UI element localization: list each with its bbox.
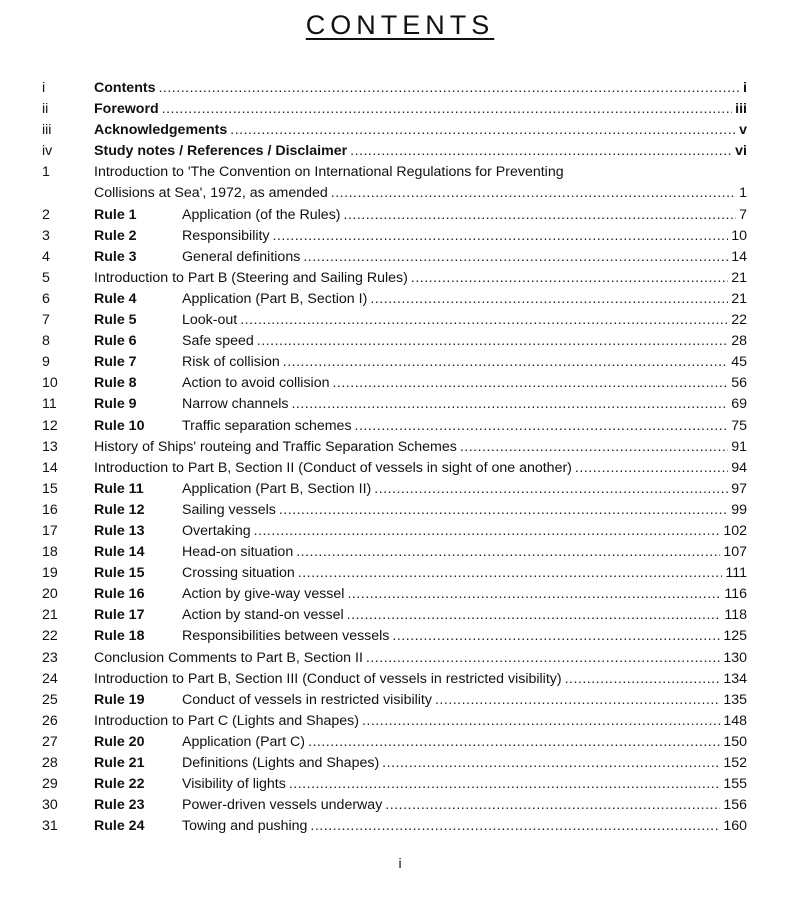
page-number: i bbox=[398, 855, 402, 871]
dot-leader bbox=[344, 205, 737, 226]
entry-title: Application (Part B, Section I) bbox=[182, 290, 368, 307]
entry-number: 17 bbox=[42, 522, 58, 539]
entry-page-number: 10 bbox=[731, 227, 747, 244]
rule-label: Rule 15 bbox=[94, 565, 145, 582]
toc-entry[interactable] bbox=[42, 437, 747, 458]
entry-number: 30 bbox=[42, 797, 58, 814]
entry-page-number: 7 bbox=[739, 206, 747, 223]
dot-leader bbox=[279, 500, 728, 521]
entry-title: General definitions bbox=[182, 248, 301, 265]
rule-label: Rule 24 bbox=[94, 818, 145, 835]
toc-entry[interactable] bbox=[42, 310, 747, 331]
entry-page-number: 97 bbox=[731, 480, 747, 497]
entry-number: 6 bbox=[42, 290, 50, 307]
rule-label: Rule 13 bbox=[94, 522, 145, 539]
entry-page-number: 130 bbox=[723, 649, 747, 666]
rule-label: Rule 8 bbox=[94, 375, 137, 392]
entry-page-number: i bbox=[743, 80, 747, 96]
toc-entry[interactable] bbox=[42, 289, 747, 310]
entry-title: Responsibilities between vessels bbox=[182, 628, 390, 645]
toc-entry[interactable] bbox=[42, 753, 747, 774]
entry-title: Definitions (Lights and Shapes) bbox=[182, 755, 380, 771]
entry-title: Overtaking bbox=[182, 522, 251, 539]
rule-label: Rule 2 bbox=[94, 227, 137, 244]
toc-entry[interactable] bbox=[42, 500, 747, 521]
entry-title: Foreword bbox=[94, 101, 159, 118]
rule-label: Rule 9 bbox=[94, 396, 137, 413]
dot-leader bbox=[575, 458, 728, 479]
rule-label: Rule 11 bbox=[94, 480, 144, 497]
dot-leader bbox=[565, 669, 721, 690]
rule-label: Rule 21 bbox=[94, 755, 145, 771]
dot-leader bbox=[303, 247, 728, 268]
entry-page-number: 28 bbox=[731, 333, 747, 350]
entry-page-number: 94 bbox=[731, 459, 747, 476]
rule-label: Rule 18 bbox=[94, 628, 145, 645]
entry-number: 24 bbox=[42, 670, 58, 687]
dot-leader bbox=[158, 78, 740, 99]
rule-label: Rule 5 bbox=[94, 312, 137, 329]
rule-label: Rule 4 bbox=[94, 290, 137, 307]
entry-number: 3 bbox=[42, 227, 50, 244]
dot-leader bbox=[308, 732, 720, 753]
entry-page-number: vi bbox=[735, 143, 747, 160]
entry-number: 20 bbox=[42, 586, 58, 603]
dot-leader bbox=[283, 352, 728, 373]
rule-label: Rule 7 bbox=[94, 354, 137, 371]
entry-number: 2 bbox=[42, 206, 50, 223]
entry-title: Safe speed bbox=[182, 333, 254, 350]
dot-leader bbox=[273, 226, 729, 247]
rule-label: Rule 22 bbox=[94, 776, 145, 793]
rule-label: Rule 10 bbox=[94, 417, 145, 434]
entry-page-number: 148 bbox=[723, 712, 747, 729]
entry-title: Application (of the Rules) bbox=[182, 206, 341, 223]
dot-leader bbox=[296, 542, 720, 563]
entry-page-number: 116 bbox=[724, 586, 747, 603]
rule-label: Rule 6 bbox=[94, 333, 137, 350]
entry-page-number: 160 bbox=[723, 818, 747, 835]
toc-entry[interactable] bbox=[42, 795, 747, 816]
page-title: CONTENTS bbox=[305, 10, 495, 40]
dot-leader bbox=[332, 373, 728, 394]
dot-leader bbox=[162, 99, 733, 120]
dot-leader bbox=[331, 183, 736, 204]
entry-title: Introduction to Part B, Section III (Conduct of vessels in restricted visibility) bbox=[94, 670, 562, 687]
entry-number: 16 bbox=[42, 501, 58, 518]
entry-page-number: 155 bbox=[723, 776, 747, 793]
entry-title: Study notes / References / Disclaimer bbox=[94, 143, 348, 160]
entry-title: Introduction to Part C (Lights and Shapes) bbox=[94, 712, 359, 729]
entry-number: 27 bbox=[42, 733, 58, 750]
entry-title: Conclusion Comments to Part B, Section II bbox=[94, 649, 363, 666]
entry-title: Application (Part C) bbox=[182, 733, 306, 750]
toc-entry[interactable] bbox=[42, 162, 747, 183]
toc-entry[interactable] bbox=[42, 394, 747, 415]
toc-entry[interactable] bbox=[42, 479, 747, 500]
toc-entry[interactable] bbox=[42, 669, 747, 690]
toc-entry[interactable] bbox=[42, 247, 747, 268]
entry-title: Power-driven vessels underway bbox=[182, 797, 383, 814]
entry-number: 18 bbox=[42, 544, 58, 561]
rule-label: Rule 23 bbox=[94, 797, 145, 814]
rule-label: Rule 19 bbox=[94, 691, 145, 708]
entry-page-number: 21 bbox=[731, 269, 747, 286]
entry-number: 14 bbox=[42, 459, 58, 476]
entry-number: ii bbox=[42, 101, 49, 118]
entry-title: Responsibility bbox=[182, 227, 270, 244]
toc-entry[interactable] bbox=[42, 648, 747, 669]
dot-leader bbox=[289, 774, 721, 795]
entry-title: Action by give-way vessel bbox=[182, 586, 345, 603]
toc-entry[interactable] bbox=[42, 205, 747, 226]
toc-entry[interactable] bbox=[42, 711, 747, 732]
dot-leader bbox=[435, 690, 720, 711]
entry-page-number: 102 bbox=[723, 522, 747, 539]
toc-entry[interactable] bbox=[42, 226, 747, 247]
entry-number: 26 bbox=[42, 712, 58, 729]
dot-leader bbox=[240, 310, 728, 331]
entry-page-number: 135 bbox=[723, 691, 747, 708]
entry-number: 31 bbox=[42, 818, 58, 835]
entry-title: Application (Part B, Section II) bbox=[182, 480, 372, 497]
dot-leader bbox=[374, 479, 728, 500]
rule-label: Rule 16 bbox=[94, 586, 145, 603]
dot-leader bbox=[230, 120, 736, 141]
entry-page-number: 107 bbox=[723, 544, 747, 561]
rule-label: Rule 14 bbox=[94, 544, 145, 561]
entry-page-number: 156 bbox=[723, 797, 747, 814]
entry-number: 19 bbox=[42, 565, 58, 582]
toc-entry[interactable] bbox=[42, 521, 747, 542]
toc-entry[interactable] bbox=[42, 584, 747, 605]
entry-page-number: 152 bbox=[723, 755, 747, 771]
toc-entry[interactable] bbox=[42, 99, 747, 120]
entry-title: Visibility of lights bbox=[182, 776, 286, 793]
dot-leader bbox=[362, 711, 720, 732]
dot-leader bbox=[385, 795, 720, 816]
rule-label: Rule 12 bbox=[94, 501, 145, 518]
entry-number: 9 bbox=[42, 354, 50, 371]
entry-page-number: 91 bbox=[731, 438, 747, 455]
dot-leader bbox=[370, 289, 728, 310]
dot-leader bbox=[392, 626, 720, 647]
dot-leader bbox=[411, 268, 728, 289]
dot-leader bbox=[355, 416, 729, 437]
entry-number: 7 bbox=[42, 312, 50, 329]
dot-leader bbox=[291, 394, 728, 415]
entry-number: 12 bbox=[42, 417, 58, 434]
toc-entry[interactable] bbox=[42, 331, 747, 352]
rule-label: Rule 20 bbox=[94, 733, 145, 750]
entry-title: Conduct of vessels in restricted visibility bbox=[182, 691, 432, 708]
entry-number: 21 bbox=[42, 607, 58, 624]
entry-title: Introduction to Part B, Section II (Conduct of vessels in sight of one another) bbox=[94, 459, 572, 476]
entry-page-number: 22 bbox=[731, 312, 747, 329]
entry-page-number: 21 bbox=[731, 290, 747, 307]
entry-number: 5 bbox=[42, 269, 50, 286]
entry-number: 11 bbox=[42, 396, 57, 413]
entry-page-number: 1 bbox=[739, 185, 747, 202]
entry-page-number: 118 bbox=[724, 607, 747, 624]
toc-entry[interactable] bbox=[42, 416, 747, 437]
dot-leader bbox=[350, 141, 732, 162]
entry-page-number: 45 bbox=[731, 354, 747, 371]
rule-label: Rule 17 bbox=[94, 607, 145, 624]
toc-entry[interactable] bbox=[42, 78, 747, 99]
toc-entry[interactable] bbox=[42, 141, 747, 162]
entry-title: Collisions at Sea', 1972, as amended bbox=[94, 185, 328, 202]
entry-title: Sailing vessels bbox=[182, 501, 276, 518]
entry-number: iv bbox=[42, 143, 53, 160]
entry-title: Crossing situation bbox=[182, 565, 295, 582]
entry-number: iii bbox=[42, 122, 52, 139]
entry-title: Action to avoid collision bbox=[182, 375, 330, 392]
entry-number: 13 bbox=[42, 438, 58, 455]
toc-entry[interactable] bbox=[42, 690, 747, 711]
entry-title: Introduction to 'The Convention on International Regulations for Preventing bbox=[94, 164, 564, 181]
dot-leader bbox=[347, 584, 721, 605]
dot-leader bbox=[460, 437, 728, 458]
entry-number: 28 bbox=[42, 755, 58, 771]
entry-page-number: 69 bbox=[731, 396, 747, 413]
dot-leader bbox=[254, 521, 721, 542]
dot-leader bbox=[366, 648, 720, 669]
dot-leader bbox=[382, 753, 720, 774]
toc-entry[interactable] bbox=[42, 542, 747, 563]
toc-entry[interactable] bbox=[42, 268, 747, 289]
entry-number: 22 bbox=[42, 628, 58, 645]
entry-title: Acknowledgements bbox=[94, 122, 228, 139]
entry-title: Narrow channels bbox=[182, 396, 289, 413]
toc-entry[interactable] bbox=[42, 352, 747, 373]
toc-entry[interactable] bbox=[42, 458, 747, 479]
entry-page-number: 56 bbox=[731, 375, 747, 392]
entry-title: Action by stand-on vessel bbox=[182, 607, 344, 624]
entry-title: Towing and pushing bbox=[182, 818, 308, 835]
entry-number: 25 bbox=[42, 691, 58, 708]
entry-page-number: 150 bbox=[723, 733, 747, 750]
entry-title: Traffic separation schemes bbox=[182, 417, 352, 434]
entry-page-number: 14 bbox=[731, 248, 747, 265]
rule-label: Rule 3 bbox=[94, 248, 137, 265]
rule-label: Rule 1 bbox=[94, 206, 137, 223]
toc-entry[interactable] bbox=[42, 732, 747, 753]
toc-entry[interactable] bbox=[42, 563, 747, 584]
entry-page-number: 125 bbox=[723, 628, 747, 645]
dot-leader bbox=[257, 331, 728, 352]
table-of-contents bbox=[42, 78, 747, 837]
toc-entry[interactable] bbox=[42, 626, 747, 647]
entry-title: Introduction to Part B (Steering and Sailing Rules) bbox=[94, 269, 408, 286]
toc-entry[interactable] bbox=[42, 183, 747, 204]
entry-number: 10 bbox=[42, 375, 58, 392]
toc-entry[interactable] bbox=[42, 816, 747, 837]
entry-page-number: 75 bbox=[731, 417, 747, 434]
entry-title: Head-on situation bbox=[182, 544, 294, 561]
entry-number: 15 bbox=[42, 480, 58, 497]
toc-entry[interactable] bbox=[42, 373, 747, 394]
toc-entry[interactable] bbox=[42, 605, 747, 626]
entry-title: Look-out bbox=[182, 312, 238, 329]
entry-title: Risk of collision bbox=[182, 354, 280, 371]
entry-number: 8 bbox=[42, 333, 50, 350]
entry-page-number: iii bbox=[735, 101, 747, 118]
entry-page-number: 99 bbox=[731, 501, 747, 518]
toc-entry[interactable] bbox=[42, 774, 747, 795]
dot-leader bbox=[347, 605, 722, 626]
entry-page-number: v bbox=[739, 122, 747, 139]
entry-title: History of Ships' routeing and Traffic Separation Schemes bbox=[94, 438, 457, 455]
entry-number: i bbox=[42, 80, 46, 96]
entry-title: Contents bbox=[94, 80, 156, 96]
toc-entry[interactable] bbox=[42, 120, 747, 141]
entry-number: 23 bbox=[42, 649, 58, 666]
entry-number: 4 bbox=[42, 248, 50, 265]
entry-number: 1 bbox=[42, 164, 50, 181]
entry-page-number: 111 bbox=[725, 565, 747, 582]
entry-page-number: 134 bbox=[723, 670, 747, 687]
dot-leader bbox=[298, 563, 723, 584]
entry-number: 29 bbox=[42, 776, 58, 793]
dot-leader bbox=[310, 816, 720, 837]
